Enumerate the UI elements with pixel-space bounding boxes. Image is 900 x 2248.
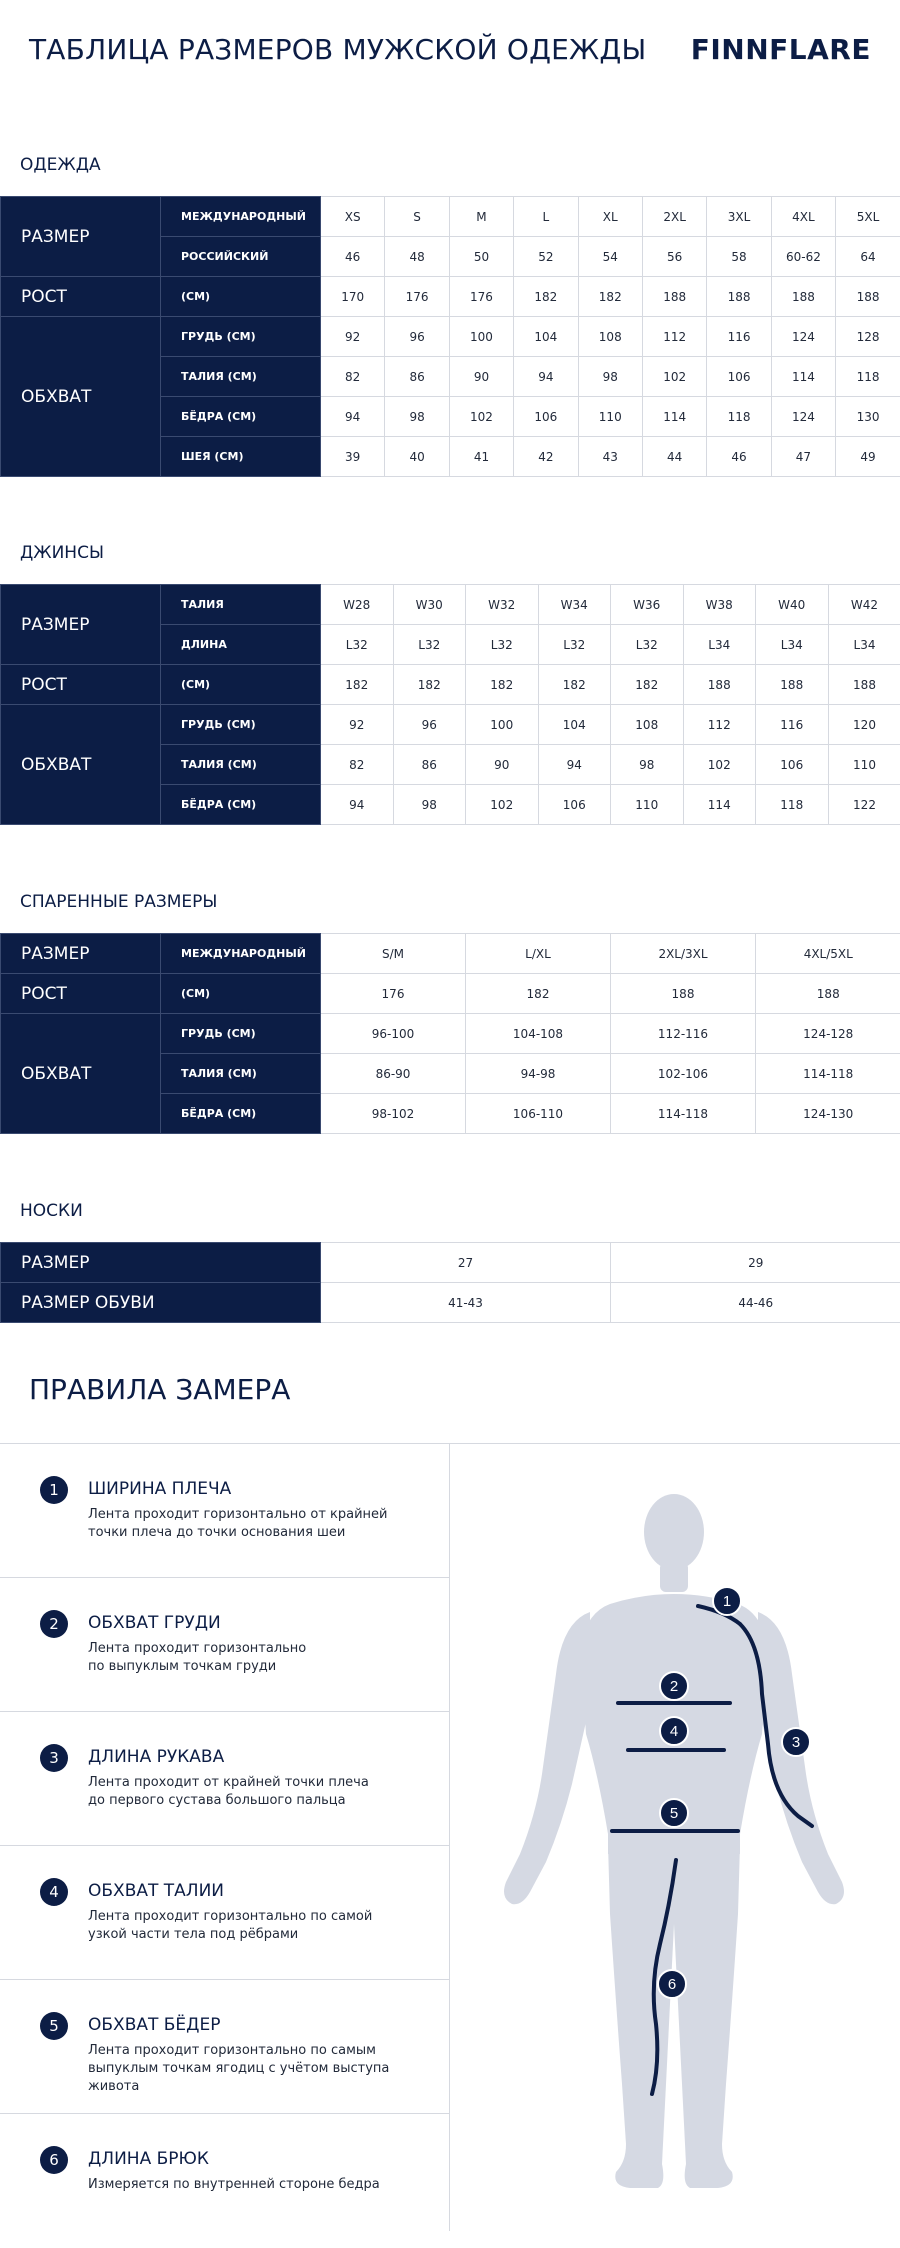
rule-description: Измеряется по внутренней стороне бедра <box>88 2176 428 2194</box>
table-cell: 108 <box>611 705 684 745</box>
table-cell: 170 <box>321 277 385 317</box>
table-cell: 176 <box>385 277 449 317</box>
table-cell: 54 <box>578 237 642 277</box>
row-label: (СМ) <box>161 974 321 1014</box>
table-cell: 110 <box>828 745 900 785</box>
row-label: ГРУДЬ (СМ) <box>161 705 321 745</box>
section-title-socks: НОСКИ <box>20 1201 83 1221</box>
table-cell: 42 <box>514 437 578 477</box>
table-cell: 98 <box>578 357 642 397</box>
table-cell: 116 <box>707 317 771 357</box>
number-badge: 3 <box>40 1744 68 1772</box>
table-cell: 114 <box>642 397 706 437</box>
table-cell: L32 <box>466 625 539 665</box>
row-label: ГРУДЬ (СМ) <box>161 317 321 357</box>
table-cell: 60-62 <box>771 237 835 277</box>
table-cell: 102-106 <box>611 1054 756 1094</box>
table-row <box>1 197 900 237</box>
table-row <box>1 665 900 705</box>
table-cell: W34 <box>538 585 611 625</box>
table-cell: W36 <box>611 585 684 625</box>
row-label: МЕЖДУНАРОДНЫЙ <box>161 934 321 974</box>
table-cell: S/M <box>321 934 466 974</box>
table-cell: XL <box>578 197 642 237</box>
table-cell: 48 <box>385 237 449 277</box>
table-cell: 114 <box>683 785 756 825</box>
table-cell: L34 <box>756 625 829 665</box>
number-badge: 6 <box>40 2146 68 2174</box>
row-label: ТАЛИЯ <box>161 585 321 625</box>
table-cell: 98 <box>393 785 466 825</box>
figure-marker-4 <box>660 1717 688 1745</box>
table-cell: 124-130 <box>756 1094 900 1134</box>
table-cell: XS <box>321 197 385 237</box>
table-cell: 86-90 <box>321 1054 466 1094</box>
rule-title: ОБХВАТ ГРУДИ <box>88 1613 221 1633</box>
table-cell: 96-100 <box>321 1014 466 1054</box>
row-label: БЁДРА (СМ) <box>161 785 321 825</box>
table-cell: 96 <box>385 317 449 357</box>
row-label: ТАЛИЯ (СМ) <box>161 745 321 785</box>
row-label: ТАЛИЯ (СМ) <box>161 357 321 397</box>
row-label: ГРУДЬ (СМ) <box>161 1014 321 1054</box>
table-cell: 188 <box>683 665 756 705</box>
figure-marker-2 <box>660 1672 688 1700</box>
figure-marker-5 <box>660 1799 688 1827</box>
rule-title: ШИРИНА ПЛЕЧА <box>88 1479 231 1499</box>
table-cell: 176 <box>321 974 466 1014</box>
rule-title: ДЛИНА БРЮК <box>88 2149 209 2169</box>
rule-item-hips <box>0 1980 449 2114</box>
page-header <box>0 0 900 100</box>
table-cell: 128 <box>836 317 900 357</box>
table-cell: 47 <box>771 437 835 477</box>
brand-logo[interactable]: FINNFLARE <box>691 33 871 66</box>
row-label: ТАЛИЯ (СМ) <box>161 1054 321 1094</box>
svg-text:3: 3 <box>792 1734 800 1751</box>
body-silhouette-icon <box>450 1444 900 2231</box>
rule-description: Лента проходит горизонтально по самой узкой части тела под рёбрами <box>88 1908 428 1944</box>
group-label-size: РАЗМЕР <box>1 197 161 277</box>
table-cell: 100 <box>449 317 513 357</box>
figure-marker-1 <box>713 1587 741 1615</box>
group-label-height: РОСТ <box>1 277 161 317</box>
rule-description: Лента проходит от крайней точки плеча до первого сустава большого пальца <box>88 1774 428 1810</box>
figure-marker-3 <box>782 1728 810 1756</box>
table-cell: 188 <box>642 277 706 317</box>
table-cell: 114 <box>771 357 835 397</box>
rule-item-trouser-length <box>0 2114 449 2248</box>
svg-text:5: 5 <box>670 1805 678 1822</box>
figure-marker-6 <box>658 1970 686 1998</box>
jeans-size-table <box>0 584 900 825</box>
svg-text:4: 4 <box>670 1723 678 1740</box>
table-cell: 182 <box>538 665 611 705</box>
row-label: ШЕЯ (СМ) <box>161 437 321 477</box>
table-cell: 92 <box>321 705 394 745</box>
table-cell: 41-43 <box>321 1283 611 1323</box>
socks-size-table <box>0 1242 900 1323</box>
table-cell: 188 <box>707 277 771 317</box>
table-cell: L32 <box>611 625 684 665</box>
paired-size-table <box>0 933 900 1134</box>
table-cell: 50 <box>449 237 513 277</box>
table-cell: 46 <box>707 437 771 477</box>
table-cell: 188 <box>828 665 900 705</box>
table-cell: 40 <box>385 437 449 477</box>
rule-title: ОБХВАТ ТАЛИИ <box>88 1881 224 1901</box>
table-cell: 108 <box>578 317 642 357</box>
table-cell: L34 <box>828 625 900 665</box>
section-title-jeans: ДЖИНСЫ <box>20 543 104 563</box>
table-row <box>1 277 900 317</box>
table-cell: W28 <box>321 585 394 625</box>
row-label: ДЛИНА <box>161 625 321 665</box>
table-cell: 41 <box>449 437 513 477</box>
rule-title: ОБХВАТ БЁДЕР <box>88 2015 220 2035</box>
table-cell: W38 <box>683 585 756 625</box>
table-cell: 46 <box>321 237 385 277</box>
table-cell: 27 <box>321 1243 611 1283</box>
table-cell: 52 <box>514 237 578 277</box>
table-cell: 102 <box>683 745 756 785</box>
row-label: РАЗМЕР <box>1 1243 321 1283</box>
table-cell: 98 <box>385 397 449 437</box>
table-cell: M <box>449 197 513 237</box>
table-cell: 106 <box>707 357 771 397</box>
row-label: РОССИЙСКИЙ <box>161 237 321 277</box>
table-cell: 110 <box>578 397 642 437</box>
table-cell: W30 <box>393 585 466 625</box>
table-cell: 3XL <box>707 197 771 237</box>
table-cell: L/XL <box>466 934 611 974</box>
table-cell: 114-118 <box>756 1054 900 1094</box>
table-cell: 94-98 <box>466 1054 611 1094</box>
table-cell: 104 <box>514 317 578 357</box>
table-row <box>1 317 900 357</box>
table-cell: 122 <box>828 785 900 825</box>
table-cell: 116 <box>756 705 829 745</box>
table-cell: 92 <box>321 317 385 357</box>
table-cell: W40 <box>756 585 829 625</box>
table-cell: W32 <box>466 585 539 625</box>
table-cell: 56 <box>642 237 706 277</box>
rule-description: Лента проходит горизонтально от крайней точки плеча до точки основания шеи <box>88 1506 428 1542</box>
table-cell: 104-108 <box>466 1014 611 1054</box>
table-cell: 64 <box>836 237 900 277</box>
table-cell: 124-128 <box>756 1014 900 1054</box>
table-cell: 82 <box>321 745 394 785</box>
number-badge: 1 <box>40 1476 68 1504</box>
table-row <box>1 1283 900 1323</box>
row-label: (СМ) <box>161 665 321 705</box>
table-cell: 182 <box>514 277 578 317</box>
table-cell: 94 <box>514 357 578 397</box>
table-cell: 182 <box>321 665 394 705</box>
table-cell: 106 <box>514 397 578 437</box>
table-cell: 124 <box>771 317 835 357</box>
table-cell: 130 <box>836 397 900 437</box>
svg-text:1: 1 <box>723 1593 731 1610</box>
rule-item-shoulder-width <box>0 1444 449 1578</box>
table-cell: 58 <box>707 237 771 277</box>
row-label: БЁДРА (СМ) <box>161 1094 321 1134</box>
table-cell: 188 <box>756 665 829 705</box>
table-cell: 188 <box>771 277 835 317</box>
table-cell: S <box>385 197 449 237</box>
rule-description: Лента проходит горизонтально по выпуклым точкам груди <box>88 1640 428 1676</box>
table-cell: 49 <box>836 437 900 477</box>
table-cell: 90 <box>466 745 539 785</box>
table-cell: 182 <box>393 665 466 705</box>
table-cell: 106 <box>756 745 829 785</box>
svg-text:2: 2 <box>670 1678 678 1695</box>
rule-item-chest <box>0 1578 449 1712</box>
table-cell: 106 <box>538 785 611 825</box>
table-row <box>1 934 900 974</box>
row-label: МЕЖДУНАРОДНЫЙ <box>161 197 321 237</box>
table-row <box>1 1243 900 1283</box>
table-cell: 29 <box>611 1243 900 1283</box>
table-cell: L34 <box>683 625 756 665</box>
table-cell: 188 <box>611 974 756 1014</box>
table-cell: 118 <box>836 357 900 397</box>
table-cell: 98-102 <box>321 1094 466 1134</box>
table-cell: 188 <box>756 974 900 1014</box>
group-label-girth: ОБХВАТ <box>1 317 161 477</box>
table-cell: 4XL <box>771 197 835 237</box>
section-title-paired: СПАРЕННЫЕ РАЗМЕРЫ <box>20 892 217 912</box>
table-cell: 94 <box>538 745 611 785</box>
table-cell: 118 <box>707 397 771 437</box>
row-label: РАЗМЕР ОБУВИ <box>1 1283 321 1323</box>
table-cell: 102 <box>449 397 513 437</box>
rule-item-waist <box>0 1846 449 1980</box>
table-cell: 182 <box>578 277 642 317</box>
table-cell: 43 <box>578 437 642 477</box>
row-label: БЁДРА (СМ) <box>161 397 321 437</box>
table-cell: 182 <box>611 665 684 705</box>
rules-title: ПРАВИЛА ЗАМЕРА <box>29 1373 290 1406</box>
table-cell: 124 <box>771 397 835 437</box>
table-cell: 114-118 <box>611 1094 756 1134</box>
group-label-size: РАЗМЕР <box>1 585 161 665</box>
clothing-size-table <box>0 196 900 477</box>
table-cell: 102 <box>466 785 539 825</box>
table-row <box>1 585 900 625</box>
rule-item-sleeve <box>0 1712 449 1846</box>
table-cell: 4XL/5XL <box>756 934 900 974</box>
number-badge: 4 <box>40 1878 68 1906</box>
table-cell: 86 <box>393 745 466 785</box>
table-cell: L32 <box>393 625 466 665</box>
table-cell: 106-110 <box>466 1094 611 1134</box>
table-cell: 86 <box>385 357 449 397</box>
table-cell: 39 <box>321 437 385 477</box>
table-cell: 110 <box>611 785 684 825</box>
table-cell: 118 <box>756 785 829 825</box>
page-title: ТАБЛИЦА РАЗМЕРОВ МУЖСКОЙ ОДЕЖДЫ <box>29 33 646 66</box>
table-row <box>1 705 900 745</box>
table-cell: 94 <box>321 785 394 825</box>
table-cell: 102 <box>642 357 706 397</box>
group-label-girth: ОБХВАТ <box>1 1014 161 1134</box>
table-cell: 100 <box>466 705 539 745</box>
number-badge: 2 <box>40 1610 68 1638</box>
group-label-height: РОСТ <box>1 665 161 705</box>
table-cell: 176 <box>449 277 513 317</box>
table-cell: 2XL <box>642 197 706 237</box>
table-row <box>1 974 900 1014</box>
rule-title: ДЛИНА РУКАВА <box>88 1747 224 1767</box>
svg-text:6: 6 <box>668 1976 676 1993</box>
table-cell: 96 <box>393 705 466 745</box>
table-cell: 82 <box>321 357 385 397</box>
table-cell: 112 <box>683 705 756 745</box>
table-cell: L <box>514 197 578 237</box>
table-cell: 112-116 <box>611 1014 756 1054</box>
group-label-height: РОСТ <box>1 974 161 1014</box>
table-cell: 182 <box>466 665 539 705</box>
table-cell: 44-46 <box>611 1283 900 1323</box>
group-label-girth: ОБХВАТ <box>1 705 161 825</box>
table-cell: 112 <box>642 317 706 357</box>
table-cell: 44 <box>642 437 706 477</box>
table-row <box>1 1014 900 1054</box>
table-cell: 90 <box>449 357 513 397</box>
table-cell: 188 <box>836 277 900 317</box>
table-cell: 104 <box>538 705 611 745</box>
table-cell: L32 <box>538 625 611 665</box>
row-label: (СМ) <box>161 277 321 317</box>
body-figure <box>450 1444 900 2231</box>
number-badge: 5 <box>40 2012 68 2040</box>
table-cell: L32 <box>321 625 394 665</box>
rule-description: Лента проходит горизонтально по самым выпуклым точкам ягодиц с учётом выступа живота <box>88 2042 428 2096</box>
table-cell: 98 <box>611 745 684 785</box>
table-cell: W42 <box>828 585 900 625</box>
table-cell: 2XL/3XL <box>611 934 756 974</box>
table-cell: 120 <box>828 705 900 745</box>
section-title-clothing: ОДЕЖДА <box>20 155 101 175</box>
table-cell: 94 <box>321 397 385 437</box>
table-cell: 5XL <box>836 197 900 237</box>
group-label-size: РАЗМЕР <box>1 934 161 974</box>
table-cell: 182 <box>466 974 611 1014</box>
